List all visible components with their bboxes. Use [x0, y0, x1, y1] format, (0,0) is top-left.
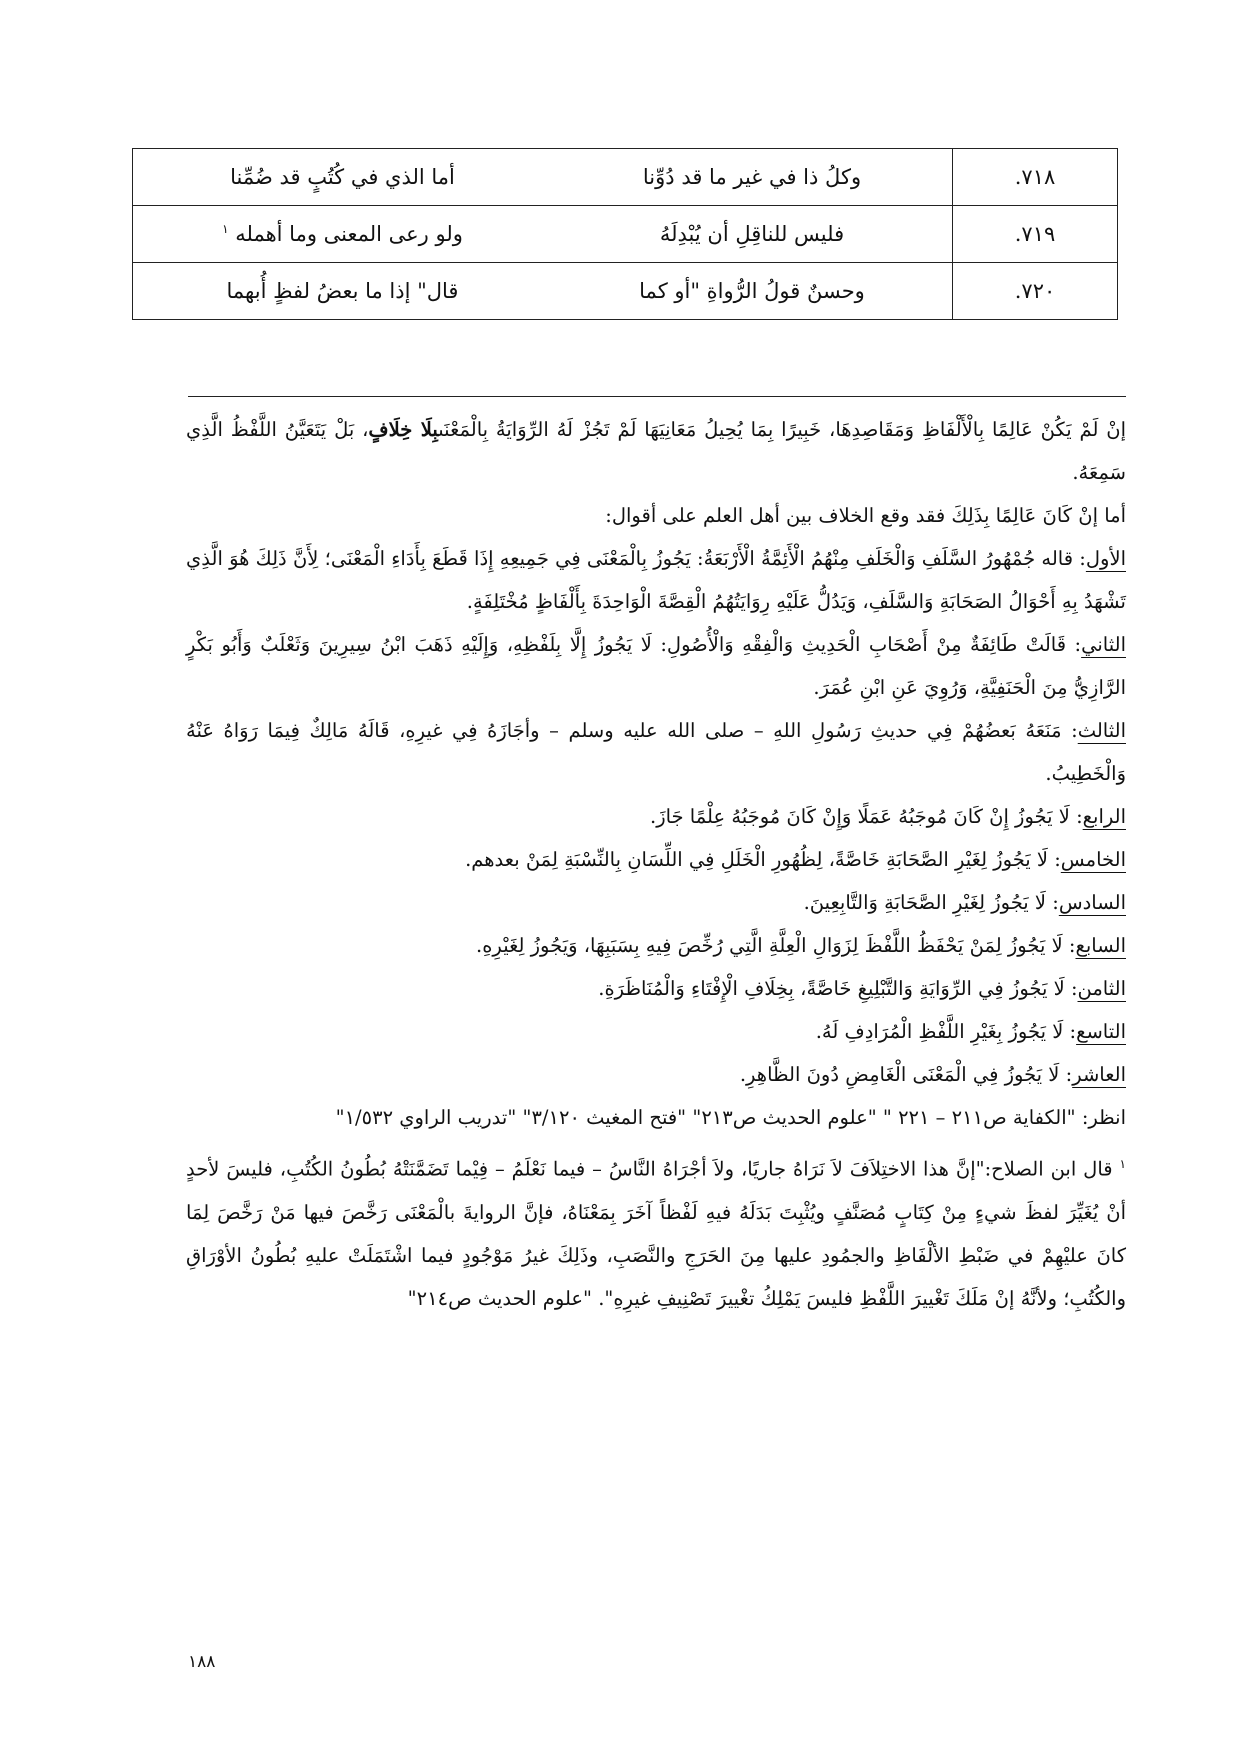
opinion-text: : لَا يَجُوزُ فِي الرِّوَايَةِ وَالتَّبْلِيغِ خَاصَّةً، بِخِلَافِ الْإِفْتَاءِ وَالْمُنَاظَرَةِ. [598, 977, 1078, 1000]
intro-bold-text: بِلَا خِلَافٍ [368, 418, 439, 441]
opinion-text: : لَا يَجُوزُ بِغَيْرِ اللَّفْظِ الْمُرَادِفِ لَهُ. [815, 1020, 1077, 1043]
opinion-paragraph [186, 838, 1126, 881]
footnote-separator [188, 396, 1126, 397]
verse-second-hemistich: قال" إذا ما بعضُ لفظٍ أُبهما [133, 263, 553, 320]
footnote-text: قال ابن الصلاح:"إنَّ هذا الاختِلاَفَ لاَ نَرَاهُ جاريًا، ولاَ أجْرَاهُ النَّاسُ – فيما نَعْلَمُ – فِيْما تَضَمَّنَتْهُ بُطُونُ الكُتُبِ، فليسَ لأحدٍ أنْ يُغَيِّرَ لفظَ شيءٍ مِنْ كِتَابٍ مُصَنَّفٍ ويُثْبِتَ بَدَلَهُ فيهِ لَفْظاً آخَرَ بِمَعْنَاهُ، فإنَّ الروايةَ بالْمَعْنَى رَخَّصَ فيها مَنْ رَخَّصَ لِمَا كانَ عليْهِمْ في ضَبْطِ الألْفَاظِ والجمُودِ عليها مِنَ الحَرَجِ والنَّصَبِ، وذَلِكَ غيرُ مَوْجُودٍ فيما اشْتَمَلَتْ عليهِ بُطُونُ الأوْرَاقِ والكُتُبِ؛ ولأنَّهُ إنْ مَلَكَ تَغْييرَ اللَّفْظِ فليسَ يَمْلِكُ تغْييرَ تَصْنِيفِ غيرِهِ". "علوم الحديث ص٢١٤" [186, 1157, 1126, 1310]
opinion-text: : لَا يَجُوزُ فِي الْمَعْنَى الْغَامِضِ دُونَ الظَّاهِرِ. [739, 1063, 1073, 1086]
verse-second-hemistich: أما الذي في كُتُبٍ قد ضُمِّنا [133, 149, 553, 206]
page-number: ١٨٨ [188, 1652, 216, 1672]
verse-number: ٧١٩. [953, 206, 1118, 263]
opinion-paragraph [186, 1053, 1126, 1096]
opinion-text: : لَا يَجُوزُ لِغَيْرِ الصَّحَابَةِ خَاصَّةً، لِظُهُورِ الْخَلَلِ فِي اللِّسَانِ بِالنِّسْبَةِ لِمَنْ بعدهم. [465, 848, 1061, 871]
opinion-paragraph [186, 537, 1126, 623]
intro-text: إنْ لَمْ يَكُنْ عَالِمًا بِالْأَلْفَاظِ وَمَقَاصِدِهَا، خَبِيرًا بِمَا يُحِيلُ مَعَانِيَهَا لَمْ تَجُزْ لَهُ الرِّوَايَةُ بِالْمَعْنَى [438, 418, 1126, 441]
references-paragraph: انظر: "الكفاية ص٢١١ – ٢٢١ " "علوم الحديث ص٢١٣" "فتح المغيث ٣/١٢٠" "تدريب الراوي ١/٥٣٢" [335, 1106, 1126, 1129]
verse-table [132, 148, 1118, 320]
footnote-paragraph [186, 1143, 1126, 1320]
opinion-text: : مَنَعَهُ بَعضُهُمْ فِي حديثِ رَسُولِ اللهِ – صلى الله عليه وسلم – وأجَازَهُ فِي غيرِهِ، قَالَهُ مَالِكٌ فِيمَا رَوَاهُ عَنْهُ وَالْخَطِيبُ. [186, 719, 1126, 785]
verse-number: ٧٢٠. [953, 263, 1118, 320]
opinion-label: الثالث [1077, 719, 1126, 742]
opinion-paragraph [186, 967, 1126, 1010]
intro-text-end: ، بَلْ يَتَعَيَّنُ اللَّفْظُ الَّذِي سَمِعَهُ. [186, 418, 1126, 484]
opinions-intro: أما إنْ كَانَ عَالِمًا بِذَلِكَ فقد وقع الخلاف بين أهل العلم على أقوال: [605, 504, 1126, 527]
verse-row [133, 263, 1118, 320]
opinion-paragraph [186, 795, 1126, 838]
opinion-text: : قَالَتْ طَائِفَةٌ مِنْ أَصْحَابِ الْحَدِيثِ وَالْفِقْهِ وَالْأُصُولِ: لَا يَجُوزُ إِلَّا بِلَفْظِهِ، وَإِلَيْهِ ذَهَبَ ابْنُ سِيرِينَ وَثَعْلَبٌ وَأَبُو بَكْرٍ الرَّازِيُّ مِنَ الْحَنَفِيَّةِ، وَرُوِيَ عَنِ ابْنِ عُمَرَ. [186, 633, 1126, 699]
opinion-text: : لَا يَجُوزُ لِغَيْرِ الصَّحَابَةِ وَالتَّابِعِينَ. [803, 891, 1059, 914]
footnote-reference-mark: ١ [222, 222, 229, 236]
footnote-mark: ١ [1119, 1157, 1126, 1171]
intro-paragraph [186, 408, 1126, 494]
verse-row [133, 206, 1118, 263]
opinion-paragraph [186, 924, 1126, 967]
verse-second-hemistich [133, 206, 553, 263]
opinion-label: الخامس [1060, 848, 1126, 871]
opinion-label: التاسع [1076, 1020, 1126, 1043]
opinion-label: الثاني [1081, 633, 1126, 656]
opinion-paragraph [186, 881, 1126, 924]
commentary-body [186, 408, 1126, 1320]
opinion-paragraph [186, 709, 1126, 795]
opinion-label: العاشر [1072, 1063, 1126, 1086]
opinion-label: الرابع [1082, 805, 1126, 828]
opinion-label: السابع [1075, 934, 1126, 957]
opinion-paragraph [186, 623, 1126, 709]
opinion-label: الثامن [1077, 977, 1126, 1000]
opinion-paragraph [186, 1010, 1126, 1053]
opinion-text: : لَا يَجُوزُ لِمَنْ يَحْفَظُ اللَّفْظَ لِزَوَالِ الْعِلَّةِ الَّتِي رُخِّصَ فِيهِ بِسَبَبِهَا، وَيَجُوزُ لِغَيْرِهِ. [476, 934, 1076, 957]
verse-first-hemistich: وكلُ ذا في غير ما قد دُوِّنا [552, 149, 953, 206]
verse-row [133, 149, 1118, 206]
opinion-label: الأول [1085, 547, 1126, 570]
opinion-label: السادس [1058, 891, 1126, 914]
verse-first-hemistich: وحسنٌ قولُ الرُّواةِ "أو كما [552, 263, 953, 320]
opinion-text: : قاله جُمْهُورُ السَّلَفِ وَالْخَلَفِ مِنْهُمُ الْأَئِمَّةُ الْأَرْبَعَةُ: يَجُوزُ بِالْمَعْنَى فِي جَمِيعِهِ إِذَا قَطَعَ بِأَدَاءِ الْمَعْنَى؛ لِأَنَّ ذَلِكَ هُوَ الَّذِي تَشْهَدُ بِهِ أَحْوَالُ الصَحَابَةِ وَالسَّلَفِ، وَيَدُلُّ عَلَيْهِ رِوَايَتُهُمُ الْقِصَّةَ الْوَاحِدَةَ بِأَلْفَاظٍ مُخْتَلِفَةٍ. [186, 547, 1126, 613]
verse-number: ٧١٨. [953, 149, 1118, 206]
opinion-text: : لَا يَجُوزُ إِنْ كَانَ مُوجَبُهُ عَمَلًا وَإِنْ كَانَ مُوجَبُهُ عِلْمًا جَازَ. [650, 805, 1083, 828]
verse-first-hemistich: فليس للناقِلِ أن يُبْدِلَهُ [552, 206, 953, 263]
verse-hemistich-text: ولو رعى المعنى وما أهمله [235, 222, 463, 246]
